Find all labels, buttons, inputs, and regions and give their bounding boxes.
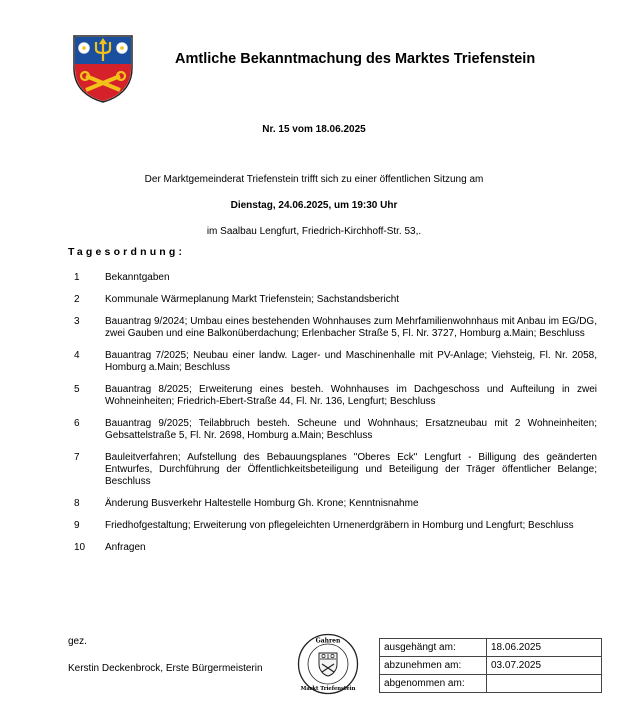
gez-label: gez. — [68, 636, 87, 647]
agenda-heading: Tagesordnung: — [68, 246, 186, 258]
agenda-item-text: Bauleitverfahren; Aufstellung des Bebauungsplanes "Oberes Eck" Lengfurt - Billigung des geänderten Entwurfes, Durchführung der Öffentlichkeitsbeteiligung und Beteiligung der Träger öffentlicher Belange; Beschluss — [105, 452, 597, 487]
svg-text:Markt Triefenstein: Markt Triefenstein — [300, 686, 356, 692]
meeting-intro: Der Marktgemeinderat Triefenstein trifft sich zu einer öffentlichen Sitzung am — [144, 174, 484, 185]
agenda-item — [68, 418, 597, 442]
issue-number: Nr. 15 vom 18.06.2025 — [262, 124, 366, 135]
agenda-item-number: 4 — [74, 350, 80, 361]
agenda-item-number: 9 — [74, 520, 80, 531]
agenda-list — [68, 272, 597, 564]
agenda-item — [68, 452, 597, 488]
agenda-item-number: 3 — [74, 316, 80, 327]
removed-date — [487, 675, 602, 693]
agenda-item-text: Bauantrag 8/2025; Erweiterung eines besteh. Wohnhauses im Dachgeschoss und Aufteilung in zwei Wohneinheiten; Friedrich-Ebert-Straße 44, Fl. Nr. 136, Lengfurt; Beschluss — [105, 384, 597, 407]
agenda-item-text: Kommunale Wärmeplanung Markt Triefenstein; Sachstandsbericht — [105, 294, 400, 305]
table-row — [380, 675, 602, 693]
agenda-item-text: Bauantrag 9/2025; Teilabbruch besteh. Scheune und Wohnhaus; Ersatzneubau mit 2 Wohneinheiten; Gebsattelstraße 5, Fl. Nr. 2698, Homburg a.Main; Beschluss — [105, 418, 597, 441]
agenda-item-number: 6 — [74, 418, 80, 429]
remove-label: abzunehmen am: — [380, 657, 487, 675]
agenda-item-text: Anfragen — [105, 542, 146, 553]
agenda-item-number: 7 — [74, 452, 80, 463]
table-row — [380, 639, 602, 657]
agenda-item-number: 5 — [74, 384, 80, 395]
coat-of-arms-icon — [72, 34, 134, 104]
agenda-item — [68, 272, 597, 284]
posted-date: 18.06.2025 — [487, 639, 602, 657]
agenda-item-number: 10 — [74, 542, 86, 553]
agenda-item — [68, 542, 597, 554]
table-row — [380, 657, 602, 675]
agenda-item — [68, 316, 597, 340]
agenda-item-text: Bauantrag 7/2025; Neubau einer landw. Lager- und Maschinenhalle mit PV-Anlage; Viehsteig, Fl. Nr. 2058, Homburg a.Main; Beschluss — [105, 350, 597, 373]
agenda-item-text: Friedhofgestaltung; Erweiterung von pflegeleichten Urnenerdgräbern in Homburg und Lengfurt; Beschluss — [105, 520, 574, 531]
meeting-datetime: Dienstag, 24.06.2025, um 19:30 Uhr — [230, 200, 398, 211]
agenda-item — [68, 384, 597, 408]
agenda-item-text: Bauantrag 9/2024; Umbau eines bestehenden Wohnhauses zum Mehrfamilienwohnhaus mit Anbau im EG/DG, zwei Gauben und eine Balkonüberdachung; Erlenbacher Straße 5, Fl. Nr. 3727, Homburg a.Main; Beschluss — [105, 316, 597, 339]
document-title: Amtliche Bekanntmachung des Marktes Triefenstein — [175, 51, 536, 67]
remove-date: 03.07.2025 — [487, 657, 602, 675]
meeting-location: im Saalbau Lengfurt, Friedrich-Kirchhoff-Str. 53,. — [206, 226, 422, 237]
agenda-item — [68, 350, 597, 374]
agenda-item — [68, 498, 597, 510]
agenda-item-text: Änderung Busverkehr Haltestelle Homburg Gh. Krone; Kenntnisnahme — [105, 498, 419, 509]
removed-label: abgenommen am: — [380, 675, 487, 693]
agenda-item-number: 2 — [74, 294, 80, 305]
agenda-item-text: Bekanntgaben — [105, 272, 170, 283]
agenda-item — [68, 294, 597, 306]
signer-name: Kerstin Deckenbrock, Erste Bürgermeisterin — [68, 663, 263, 674]
official-seal-icon — [297, 633, 359, 695]
agenda-item-number: 1 — [74, 272, 80, 283]
svg-text:Gahren: Gahren — [315, 637, 341, 645]
posted-label: ausgehängt am: — [380, 639, 487, 657]
agenda-item — [68, 520, 597, 532]
posting-record-table — [379, 638, 602, 693]
agenda-item-number: 8 — [74, 498, 80, 509]
